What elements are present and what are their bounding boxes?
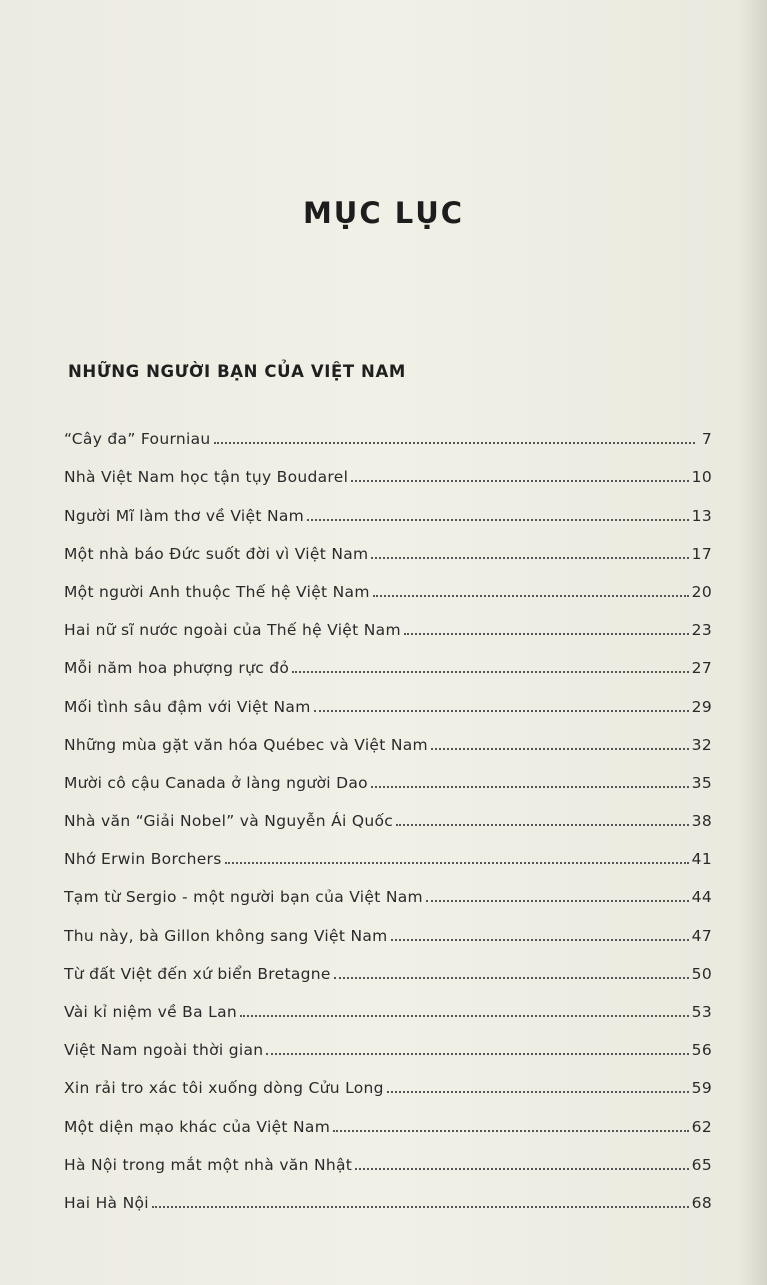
section-heading: NHỮNG NGƯỜI BẠN CỦA VIỆT NAM: [68, 362, 406, 381]
toc-entry-page: 68: [691, 1193, 712, 1212]
toc-leader-dots: [396, 823, 689, 826]
toc-entry-title: Việt Nam ngoài thời gian: [64, 1041, 264, 1060]
toc-entry-title: Mỗi năm hoa phượng rực đỏ: [64, 659, 290, 678]
toc-entry[interactable]: [64, 830, 712, 868]
toc-entry[interactable]: [64, 792, 712, 830]
toc-entry-title: Mười cô cậu Canada ở làng người Dao: [64, 773, 368, 792]
toc-leader-dots: [387, 1090, 689, 1093]
toc-leader-dots: [240, 1014, 689, 1017]
toc-entry-page: 23: [691, 621, 712, 640]
toc-entry-title: Hai Hà Nội: [64, 1193, 149, 1212]
toc-entry[interactable]: [64, 716, 712, 754]
toc-entry[interactable]: [64, 563, 712, 601]
toc-entry-page: 10: [691, 468, 712, 487]
toc-entry[interactable]: [64, 639, 712, 677]
toc-entry-title: Một nhà báo Đức suốt đời vì Việt Nam: [64, 544, 369, 563]
toc-leader-dots: [426, 899, 689, 902]
toc-entry-page: 44: [691, 888, 712, 907]
toc-leader-dots: [292, 670, 688, 673]
toc-entry[interactable]: [64, 754, 712, 792]
toc-entry[interactable]: [64, 601, 712, 639]
toc-entry-page: 35: [691, 773, 712, 792]
toc-leader-dots: [334, 976, 689, 979]
toc-entry-title: Những mùa gặt văn hóa Québec và Việt Nam: [64, 735, 428, 754]
toc-leader-dots: [307, 518, 689, 521]
toc-leader-dots: [431, 747, 689, 750]
toc-entry-title: Một diện mạo khác của Việt Nam: [64, 1117, 331, 1136]
toc-entry-page: 41: [691, 850, 712, 869]
toc-leader-dots: [214, 441, 695, 444]
toc-entry-page: 13: [691, 506, 712, 525]
toc-entry-page: 50: [691, 964, 712, 983]
toc-entry[interactable]: [64, 945, 712, 983]
toc-entry-title: Vài kỉ niệm về Ba Lan: [64, 1003, 237, 1021]
toc-entry-page: 7: [701, 430, 712, 449]
toc-entry-title: Xin rải tro xác tôi xuống dòng Cửu Long: [64, 1079, 384, 1098]
toc-entry-page: 17: [691, 544, 712, 563]
toc-entry[interactable]: [64, 1059, 712, 1097]
toc-entry-page: 27: [691, 659, 712, 678]
toc-entry-page: 47: [691, 926, 712, 945]
toc-entry-title: Người Mĩ làm thơ về Việt Nam: [64, 506, 305, 525]
table-of-contents: [64, 410, 712, 1212]
toc-entry-page: 56: [691, 1041, 712, 1060]
toc-leader-dots: [333, 1129, 689, 1132]
toc-entry-title: Một người Anh thuộc Thế hệ Việt Nam: [64, 582, 370, 601]
toc-entry[interactable]: [64, 983, 712, 1021]
toc-entry-title: Nhớ Erwin Borchers: [64, 850, 222, 869]
toc-leader-dots: [373, 594, 689, 597]
toc-entry[interactable]: [64, 448, 712, 486]
toc-entry[interactable]: [64, 1097, 712, 1135]
toc-entry-title: Thu này, bà Gillon không sang Việt Nam: [64, 926, 388, 945]
toc-entry-title: Nhà Việt Nam học tận tụy Boudarel: [64, 468, 349, 487]
toc-entry[interactable]: [64, 486, 712, 524]
page-title: MỤC LỤC: [302, 196, 465, 230]
toc-entry-title: Từ đất Việt đến xứ biển Bretagne: [64, 964, 331, 983]
toc-entry-title: Mối tình sâu đậm với Việt Nam: [64, 697, 311, 716]
toc-entry[interactable]: [64, 868, 712, 906]
toc-entry-title: Tạm từ Sergio - một người bạn của Việt Nam: [64, 888, 423, 907]
toc-entry-title: “Cây đa” Fourniau: [64, 430, 211, 449]
toc-leader-dots: [314, 709, 689, 712]
toc-entry[interactable]: [64, 1136, 712, 1174]
toc-leader-dots: [371, 556, 688, 559]
toc-leader-dots: [152, 1205, 689, 1208]
toc-entry[interactable]: [64, 1021, 712, 1059]
page-edge-shadow: [739, 0, 767, 1285]
toc-entry[interactable]: [64, 1174, 712, 1212]
toc-leader-dots: [355, 1167, 689, 1170]
toc-entry[interactable]: [64, 906, 712, 944]
toc-entry[interactable]: [64, 410, 712, 448]
toc-entry-page: 38: [691, 812, 712, 831]
toc-entry-title: Nhà văn “Giải Nobel” và Nguyễn Ái Quốc: [64, 812, 394, 831]
toc-entry-title: Hà Nội trong mắt một nhà văn Nhật: [64, 1155, 353, 1174]
toc-entry-page: 29: [691, 697, 712, 716]
toc-entry-title: Hai nữ sĩ nước ngoài của Thế hệ Việt Nam: [64, 621, 401, 640]
toc-leader-dots: [404, 632, 689, 635]
toc-leader-dots: [371, 785, 689, 788]
toc-entry-page: 62: [691, 1117, 712, 1136]
toc-leader-dots: [351, 479, 688, 482]
toc-entry[interactable]: [64, 525, 712, 563]
toc-entry-page: 65: [691, 1155, 712, 1174]
toc-leader-dots: [225, 861, 689, 864]
toc-entry-page: 53: [691, 1003, 712, 1021]
toc-entry-page: 20: [691, 582, 712, 601]
toc-entry-page: 32: [691, 735, 712, 754]
toc-entry-page: 59: [691, 1079, 712, 1098]
toc-leader-dots: [391, 938, 689, 941]
toc-entry[interactable]: [64, 677, 712, 715]
toc-leader-dots: [266, 1052, 688, 1055]
